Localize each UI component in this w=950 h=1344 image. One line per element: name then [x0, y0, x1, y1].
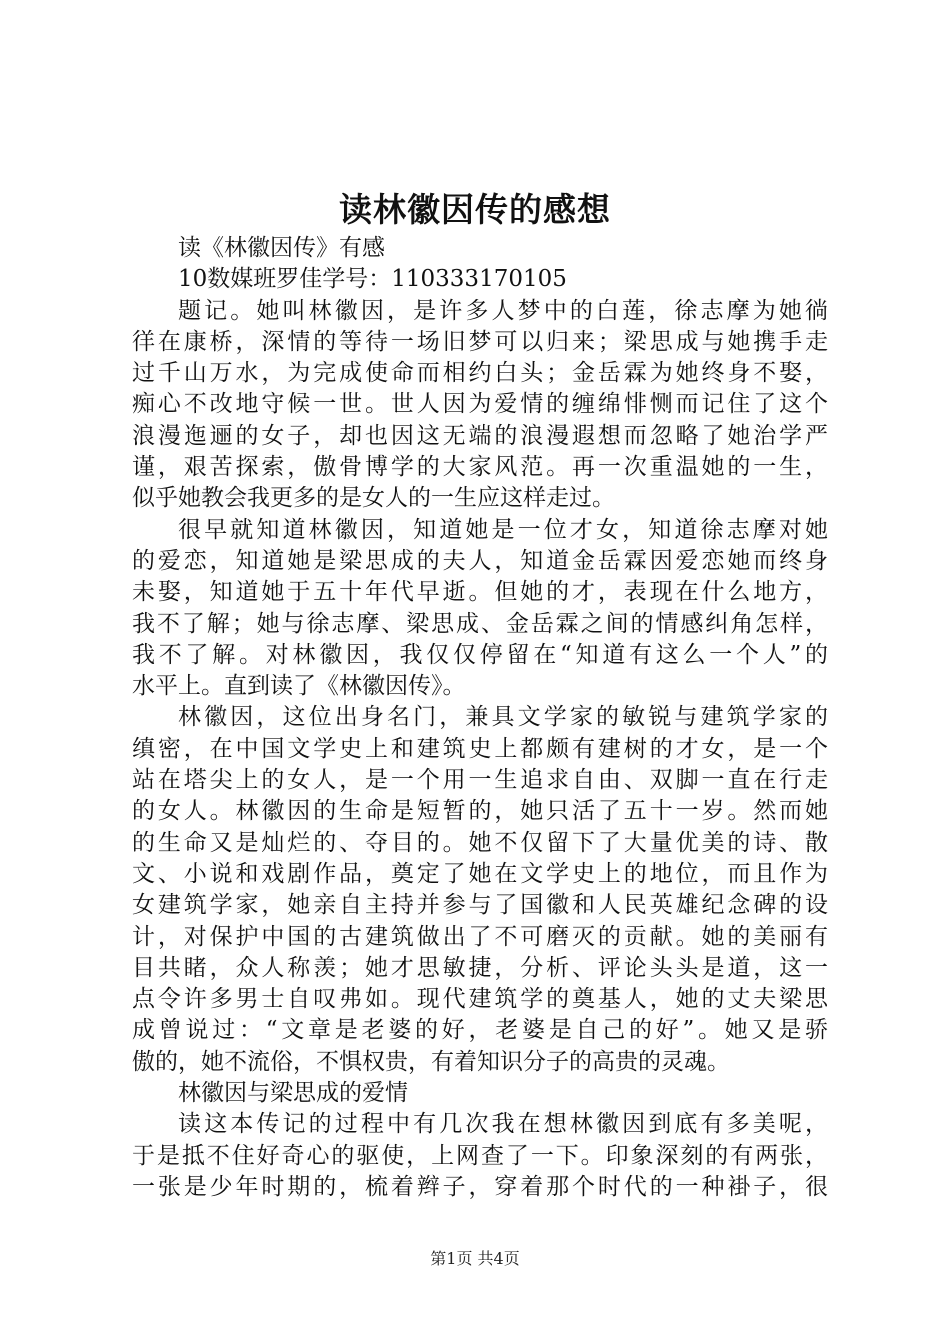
paragraph-line: 痴心不改地守候一世。世人因为爱情的缠绵悱恻而记住了这个: [132, 391, 828, 418]
paragraph-line: 过千山万水，为完成使命而相约白头；金岳霖为她终身不娶，: [132, 360, 828, 387]
paragraph-line: 目共睹，众人称羡；她才思敏捷，分析、评论头头是道，这一: [132, 954, 828, 981]
page-footer: 第1页 共4页: [430, 1249, 520, 1268]
paragraph-line: 似乎她教会我更多的是女人的一生应这样走过。: [132, 485, 615, 512]
paragraph-line: 文、小说和戏剧作品，奠定了她在文学史上的地位，而且作为: [132, 860, 828, 887]
paragraph-line: 我不了解。对林徽因，我仅仅停留在“知道有这么一个人”的: [132, 641, 828, 668]
paragraph-line: 徉在康桥，深情的等待一场旧梦可以归来；梁思成与她携手走: [132, 328, 828, 355]
paragraph-line: 的生命又是灿烂的、夺目的。她不仅留下了大量优美的诗、散: [132, 829, 828, 856]
paragraph-line: 于是抵不住好奇心的驱使，上网查了一下。印象深刻的有两张，: [132, 1142, 828, 1169]
paragraph-line: 谨，艰苦探索，傲骨博学的大家风范。再一次重温她的一生，: [132, 454, 828, 481]
paragraph-line: 缜密，在中国文学史上和建筑史上都颇有建树的才女，是一个: [132, 735, 828, 762]
paragraph-line: 女建筑学家，她亲自主持并参与了国徽和人民英雄纪念碑的设: [132, 892, 828, 919]
paragraph-line: 点令许多男士自叹弗如。现代建筑学的奠基人，她的丈夫梁思: [132, 986, 828, 1013]
paragraph-line: 站在塔尖上的女人，是一个用一生追求自由、双脚一直在行走: [132, 767, 828, 794]
paragraph-line: 未娶，知道她于五十年代早逝。但她的才，表现在什么地方，: [132, 579, 828, 606]
document-body: [132, 233, 828, 1203]
section-heading: 林徽因与梁思成的爱情: [178, 1080, 408, 1107]
paragraph-line: 傲的，她不流俗，不惧权贵，有着知识分子的高贵的灵魂。: [132, 1048, 730, 1075]
paragraph-line: 很早就知道林徽因，知道她是一位才女，知道徐志摩对她: [178, 516, 828, 543]
subtitle-line: 读《林徽因传》有感: [178, 235, 385, 261]
author-line: 10数媒班罗佳学号：110333170105: [178, 266, 567, 293]
paragraph-line: 浪漫迤逦的女子，却也因这无端的浪漫遐想而忽略了她治学严: [132, 422, 828, 449]
paragraph-line: 题记。她叫林徽因，是许多人梦中的白莲，徐志摩为她徜: [178, 297, 828, 324]
paragraph-line: 的女人。林徽因的生命是短暂的，她只活了五十一岁。然而她: [132, 798, 828, 825]
paragraph-line: 水平上。直到读了《林徽因传》。: [132, 673, 466, 700]
paragraph-line: 一张是少年时期的，梳着辫子，穿着那个时代的一种褂子，很: [132, 1173, 828, 1200]
paragraph-line: 读这本传记的过程中有几次我在想林徽因到底有多美呢，: [178, 1111, 828, 1138]
paragraph-line: 林徽因，这位出身名门，兼具文学家的敏锐与建筑学家的: [178, 704, 828, 731]
paragraph-line: 我不了解；她与徐志摩、梁思成、金岳霖之间的情感纠角怎样，: [132, 610, 828, 637]
paragraph-line: 成曾说过：“文章是老婆的好，老婆是自己的好”。她又是骄: [132, 1017, 828, 1044]
paragraph-line: 计，对保护中国的古建筑做出了不可磨灭的贡献。她的美丽有: [132, 923, 828, 950]
document-title: 读林徽因传的感想: [339, 190, 611, 229]
paragraph-line: 的爱恋，知道她是梁思成的夫人，知道金岳霖因爱恋她而终身: [132, 547, 828, 574]
